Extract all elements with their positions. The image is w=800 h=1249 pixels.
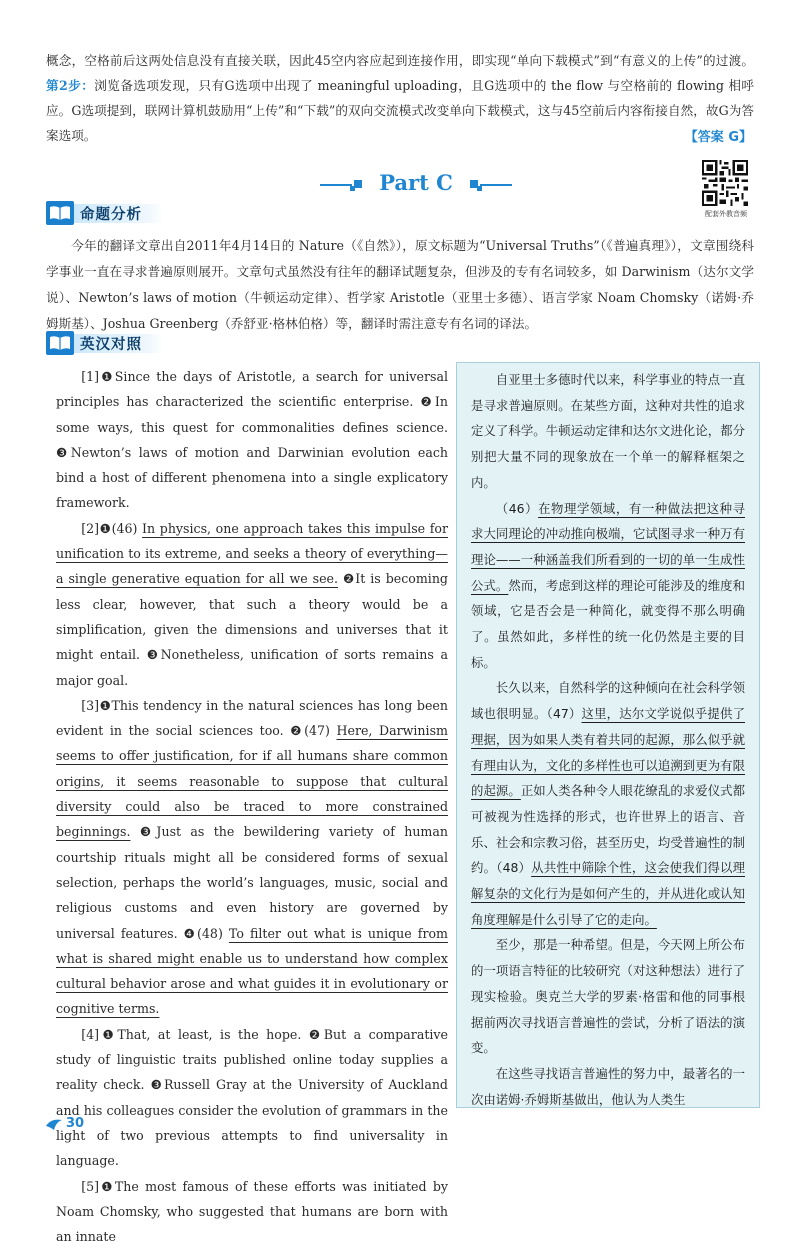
chinese-paragraph-3 xyxy=(471,675,745,932)
intro-paragraph: 今年的翻译文章出自2011年4月14日的 Nature（《自然》），原文标题为“Universal Truths”（《普遍真理》），文章围绕科学事业一直在寻求普遍原则展开。文章句式虽然没有往年的翻译试题复杂，但涉及的专有名词较多，如 Darwinism（达尔文学说）、Newton’s laws of motion（牛顿运动定律）、哲学家 Aristotle（亚里士多德）、语言学家 Noam Chomsky（诺姆·乔姆斯基）、Joshua Greenberg（乔舒亚·格林伯格）等，翻译时需注意专有名词的译法。 xyxy=(46,233,754,337)
page-number-text: 30 xyxy=(66,1116,84,1131)
english-paragraph-5: [5]❶The most famous of these efforts was initiated by Noam Chomsky, who suggested that humans are born with an innate xyxy=(56,1174,448,1249)
page-marker-icon xyxy=(46,1118,62,1130)
english-paragraph-2 xyxy=(56,516,448,693)
divider-line xyxy=(320,184,352,186)
chinese-paragraph-2 xyxy=(471,496,745,676)
chinese-paragraph-1: 自亚里士多德时代以来，科学事业的特点一直是寻求普遍原则。在某些方面，这种对共性的追求定义了科学。牛顿运动定律和达尔文进化论，都分别把大量不同的现象放在一个单一的解释框架之内。 xyxy=(471,367,745,496)
part-title xyxy=(320,170,510,200)
section-title: 英汉对照 xyxy=(80,333,142,354)
chinese-text: 长久以来，自然科学的这种倾向在社会科学领域也很明显。（47） xyxy=(471,680,745,721)
translation-answer-48: 从共性中筛除个性，这会使我们得以理解复杂的文化行为是如何产生的，并从进化或认知角度理解是什么引导了它的走向。 xyxy=(471,860,745,926)
answer-label: 【答案 G】 xyxy=(685,126,752,145)
chinese-translation-box xyxy=(456,362,760,1108)
top-text-1: 概念，空格前后这两处信息没有直接关联，因此45空内容应起到连接作用，即实现“单向下载模式”到“有意义的上传”的过渡。 xyxy=(46,53,754,68)
english-text: ❸Just as the bewildering variety of human courtship rituals might all be considered forms of sexual selection, perhaps the world’s languages, music, social and religious customs and even history are governed by universal features. ❹(48) xyxy=(56,824,448,940)
chinese-paragraph-5: 在这些寻找语言普遍性的努力中，最著名的一次由诺姆·乔姆斯基做出，他认为人类生 xyxy=(471,1061,745,1112)
qr-caption: 配套外教音频 xyxy=(694,209,758,219)
decor-square xyxy=(477,186,482,191)
translation-sentence-47: Here, Darwinism seems to offer justification, for if all humans share common origins, it seems reasonable to suppose that cultural diversity could also be traced to more constrained beginnings. xyxy=(56,723,448,839)
qr-code-icon[interactable] xyxy=(702,160,748,206)
section-title: 命题分析 xyxy=(80,203,142,224)
book-icon xyxy=(46,331,74,355)
english-paragraph-3 xyxy=(56,693,448,1022)
english-column xyxy=(56,364,448,1249)
step-label: 第2步： xyxy=(46,78,94,93)
book-icon xyxy=(46,201,74,225)
chinese-paragraph-4: 至少，那是一种希望。但是，今天网上所公布的一项语言特征的比较研究（对这种想法）进行了现实检验。奥克兰大学的罗素·格雷和他的同事根据前两次寻找语言普遍性的尝试，分析了语法的演变。 xyxy=(471,932,745,1061)
english-text: [3]❶This tendency in the natural sciences has long been evident in the social sciences too. ❷(47) xyxy=(56,698,448,738)
translation-sentence-48: To filter out what is unique from what is shared might enable us to understand how complex cultural behavior arose and what guides it in evolutionary or cognitive terms. xyxy=(56,926,448,1017)
english-text: [2]❶(46) xyxy=(81,521,142,536)
english-paragraph-4: [4]❶That, at least, is the hope. ❷But a comparative study of linguistic traits published online today supplies a reality check. ❸Russell Gray at the University of Auckland and his colleagues consider the evolution of grammars in the light of two previous attempts to find universality in language. xyxy=(56,1022,448,1174)
divider-line xyxy=(480,184,512,186)
chinese-text: （46） xyxy=(496,501,538,516)
chinese-text: 正如人类各种令人眼花缭乱的求爱仪式都可被视为性选择的形式，也许世界上的语言、音乐、社会和宗教习俗，甚至历史，均受普遍性的制约。（48） xyxy=(471,783,745,875)
top-paragraph xyxy=(46,48,754,148)
top-text-2: 浏览备选项发现，只有G选项中出现了 meaningful uploading，且G选项中的 the flow 与空格前的 flowing 相呼应。G选项提到，联网计算机鼓励用“上传”和“下载”的双向交流模式改变单向下载模式，这与45空前后内容衔接自然，故G为答案选项。 xyxy=(46,78,754,143)
translation-answer-46: 在物理学领域，有一种做法把这种寻求大同理论的冲动推向极端，它试图寻求一种万有理论——一种涵盖我们所看到的一切的单一生成性公式。 xyxy=(471,501,745,593)
translation-answer-47: 这里，达尔文学说似乎提供了理据，因为如果人类有着共同的起源，那么似乎就有理由认为，文化的多样性也可以追溯到更为有限的起源。 xyxy=(471,706,745,798)
english-text: ❷It is becoming less clear, however, that such a theory would be a simplification, given the dimensions and universes that it might entail. ❸Nonetheless, unification of sorts remains a major goal. xyxy=(56,571,448,687)
english-paragraph-1: [1]❶Since the days of Aristotle, a search for universal principles has characterized the scientific enterprise. ❷In some ways, this quest for commonalities defines science. ❸Newton’s laws of motion and Darwinian evolution each bind a host of different phenomena into a single explicatory framework. xyxy=(56,364,448,516)
part-title-text: Part C xyxy=(364,170,468,195)
decor-square xyxy=(354,180,362,188)
translation-sentence-46: In physics, one approach takes this impulse for unification to its extreme, and seeks a theory of everything—a single generative equation for all we see. xyxy=(56,521,448,587)
chinese-text: 然而，考虑到这样的理论可能涉及的维度和领域，它是否会是一种简化，就变得不那么明确了。虽然如此，多样性的统一化仍然是主要的目标。 xyxy=(471,578,745,670)
